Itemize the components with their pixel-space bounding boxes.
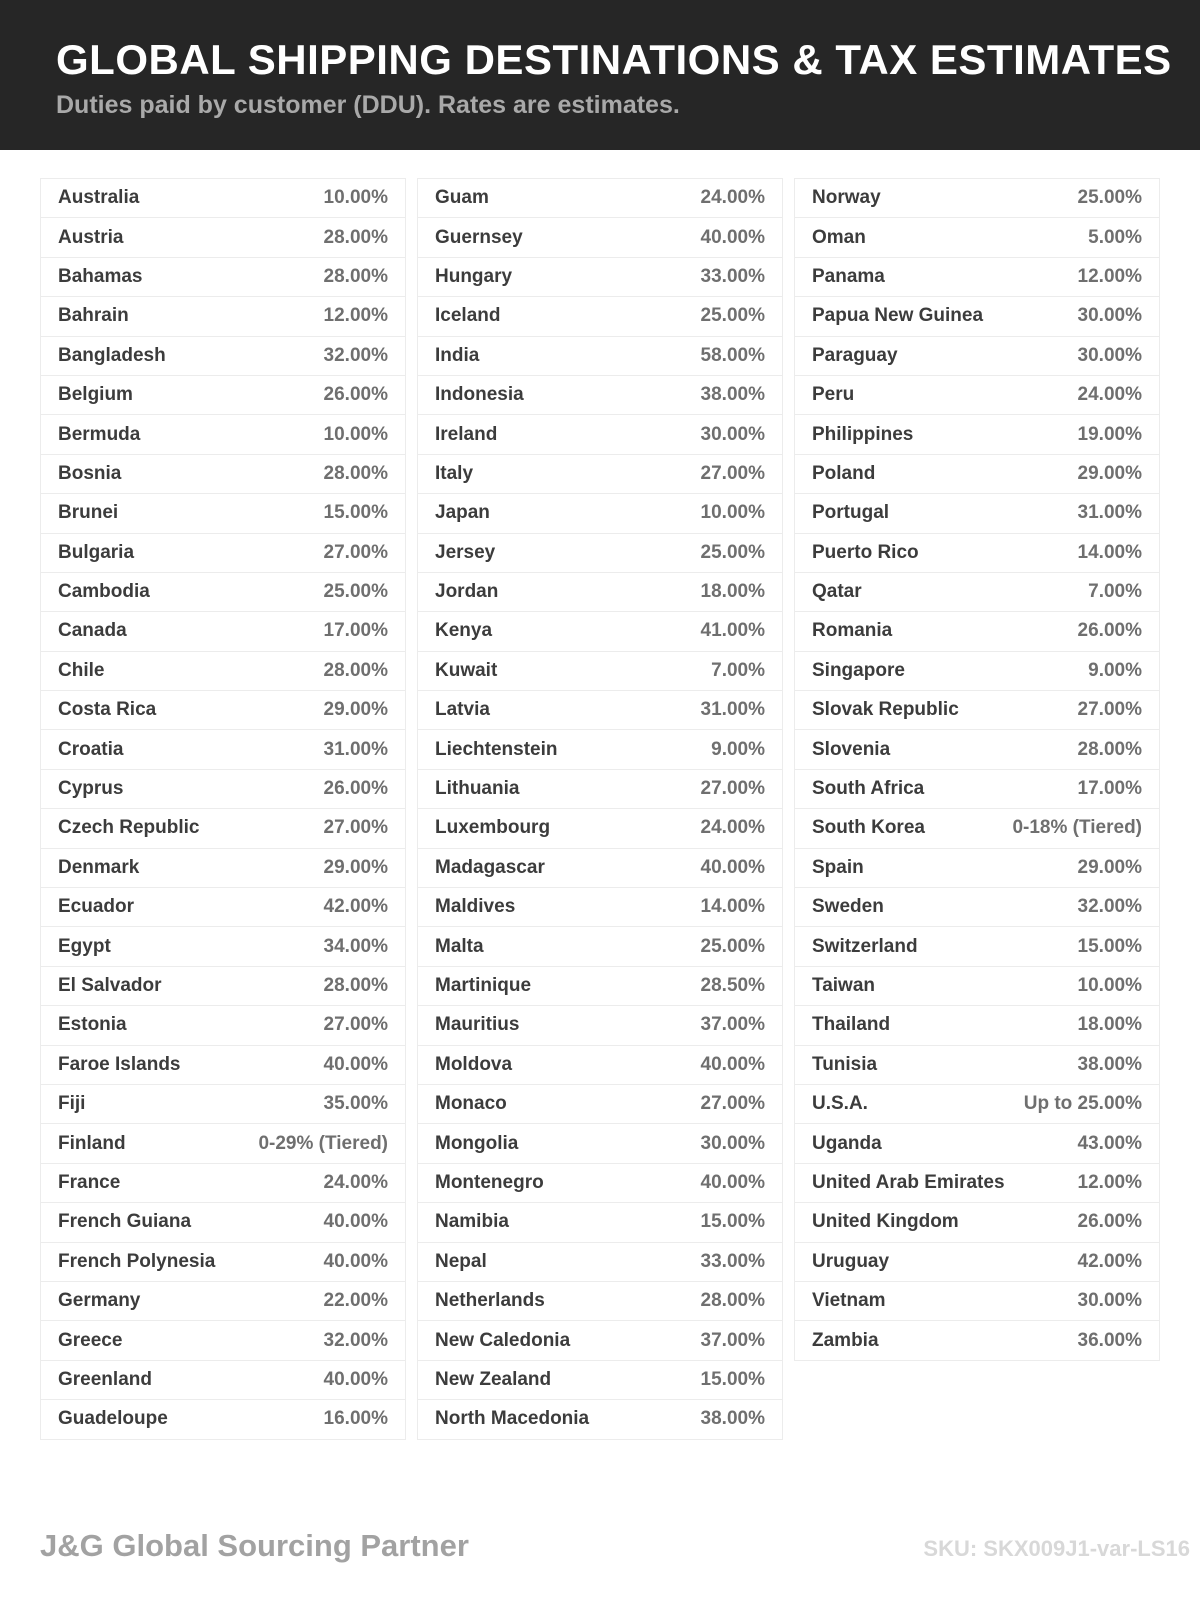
tax-rate: 29.00% [323,699,388,721]
country-name: Austria [58,226,124,248]
tax-rate: 26.00% [1077,620,1142,642]
table-row [418,454,782,493]
table-row [418,1005,782,1044]
tax-rate: 10.00% [323,423,388,445]
page-title: GLOBAL SHIPPING DESTINATIONS & TAX ESTIMATES [56,36,1172,83]
tax-rate: 33.00% [700,1250,765,1272]
tax-rate: 12.00% [323,305,388,327]
tax-rate: 22.00% [323,1290,388,1312]
table-row [795,690,1159,729]
tax-rate: 14.00% [700,896,765,918]
country-name: Guam [435,187,489,209]
table-row [41,336,405,375]
country-name: Finland [58,1132,126,1154]
table-row [418,1045,782,1084]
table-row [795,1320,1159,1359]
table-row [41,1320,405,1359]
tax-rate: 7.00% [1088,581,1142,603]
country-name: Bulgaria [58,541,135,563]
tax-rate: 12.00% [1077,1171,1142,1193]
table-row [418,296,782,335]
country-name: Liechtenstein [435,738,558,760]
table-row [418,257,782,296]
tax-rate: 14.00% [1077,541,1142,563]
table-row [418,651,782,690]
table-column-2 [417,178,783,1440]
table-row [418,848,782,887]
country-name: Iceland [435,305,501,327]
country-name: South Korea [812,817,925,839]
table-row [795,1084,1159,1123]
country-name: Spain [812,856,864,878]
country-name: North Macedonia [435,1408,590,1430]
country-name: Sweden [812,896,884,918]
table-row [795,611,1159,650]
table-row [41,1045,405,1084]
country-name: Monaco [435,1093,507,1115]
country-name: Estonia [58,1014,127,1036]
table-row [795,651,1159,690]
country-name: Paraguay [812,344,898,366]
tax-rate: 9.00% [1088,659,1142,681]
tax-rate: 27.00% [323,817,388,839]
table-row [41,729,405,768]
tax-rate: Up to 25.00% [1023,1093,1142,1115]
table-row [795,454,1159,493]
country-name: Bahamas [58,265,143,287]
tax-rate: 40.00% [700,1053,765,1075]
country-name: Germany [58,1290,141,1312]
tax-rate: 24.00% [700,817,765,839]
country-name: New Caledonia [435,1329,571,1351]
country-name: French Guiana [58,1211,192,1233]
tax-rate: 28.00% [1077,738,1142,760]
table-row [795,848,1159,887]
country-name: Romania [812,620,893,642]
table-row [41,848,405,887]
table-row [795,493,1159,532]
table-row [795,926,1159,965]
tax-rate: 7.00% [711,659,765,681]
tax-rate: 38.00% [700,384,765,406]
table-row [795,1045,1159,1084]
tax-rate: 28.00% [323,265,388,287]
tax-rate: 37.00% [700,1329,765,1351]
country-name: Namibia [435,1211,509,1233]
country-name: Egypt [58,935,111,957]
country-name: Kenya [435,620,493,642]
table-row [795,375,1159,414]
tax-rate: 26.00% [323,384,388,406]
tax-rate: 5.00% [1088,226,1142,248]
tax-rate: 42.00% [1077,1250,1142,1272]
tax-rate: 24.00% [700,187,765,209]
table-row [418,1320,782,1359]
country-name: Czech Republic [58,817,200,839]
tax-rate: 42.00% [323,896,388,918]
country-name: Madagascar [435,856,545,878]
table-row [795,296,1159,335]
tax-rate: 31.00% [323,738,388,760]
tax-rate: 16.00% [323,1408,388,1430]
country-name: Qatar [812,581,862,603]
tax-rate: 30.00% [700,423,765,445]
country-name: Bangladesh [58,344,166,366]
tax-rate: 12.00% [1077,265,1142,287]
country-name: Mauritius [435,1014,520,1036]
tax-rate: 28.00% [323,462,388,484]
country-name: South Africa [812,778,925,800]
tax-rate: 35.00% [323,1093,388,1115]
country-name: Poland [812,462,876,484]
country-name: Guadeloupe [58,1408,168,1430]
country-name: Tunisia [812,1053,878,1075]
table-row [41,1123,405,1162]
table-row [41,414,405,453]
table-row [41,1005,405,1044]
page-footer [0,1528,1200,1564]
table-row [418,1123,782,1162]
table-row [41,1202,405,1241]
country-name: Luxembourg [435,817,551,839]
country-name: Ireland [435,423,498,445]
tax-rate: 32.00% [1077,896,1142,918]
table-row [418,887,782,926]
table-row [795,1163,1159,1202]
country-name: Indonesia [435,384,524,406]
country-name: Fiji [58,1093,86,1115]
table-row [418,1281,782,1320]
tax-rate: 28.00% [323,659,388,681]
tax-rate: 25.00% [700,305,765,327]
country-name: Australia [58,187,140,209]
table-row [41,1163,405,1202]
table-row [41,887,405,926]
table-row [418,926,782,965]
country-name: Vietnam [812,1290,886,1312]
table-row [418,493,782,532]
country-name: Malta [435,935,484,957]
tax-rate: 27.00% [323,1014,388,1036]
country-name: Oman [812,226,866,248]
tax-rate: 0-29% (Tiered) [258,1132,388,1154]
table-row [41,611,405,650]
country-name: India [435,344,480,366]
country-name: Ecuador [58,896,135,918]
tax-rate: 40.00% [323,1250,388,1272]
tax-rate: 28.00% [700,1290,765,1312]
table-row [418,1360,782,1399]
tax-rate: 10.00% [700,502,765,524]
tax-rate: 58.00% [700,344,765,366]
country-name: Taiwan [812,975,875,996]
table-row [795,1202,1159,1241]
page-header [0,0,1200,150]
country-name: Faroe Islands [58,1053,181,1075]
table-row [41,572,405,611]
country-name: U.S.A. [812,1093,868,1115]
country-name: Nepal [435,1250,487,1272]
table-row [41,769,405,808]
tax-rate: 9.00% [711,738,765,760]
table-row [418,217,782,256]
table-row [41,926,405,965]
country-name: Philippines [812,423,914,445]
tax-rate: 24.00% [323,1171,388,1193]
tax-rate: 18.00% [700,581,765,603]
tax-rate: 32.00% [323,344,388,366]
table-row [795,769,1159,808]
country-name: French Polynesia [58,1250,216,1272]
country-name: Peru [812,384,855,406]
tax-rate: 27.00% [700,1093,765,1115]
country-name: Greenland [58,1368,152,1390]
table-row [795,257,1159,296]
table-row [795,887,1159,926]
tax-rate: 40.00% [323,1053,388,1075]
table-row [418,1399,782,1438]
tax-rate: 27.00% [700,462,765,484]
country-name: Croatia [58,738,124,760]
table-row [41,1281,405,1320]
tax-rate: 26.00% [1077,1211,1142,1233]
tax-rate: 25.00% [323,581,388,603]
tax-rate: 38.00% [700,1408,765,1430]
tax-rate: 15.00% [700,1211,765,1233]
table-row [418,336,782,375]
country-name: Montenegro [435,1171,544,1193]
tax-rate: 38.00% [1077,1053,1142,1075]
country-name: El Salvador [58,975,162,996]
tax-rate: 31.00% [1077,502,1142,524]
tax-rate: 15.00% [323,502,388,524]
country-name: Hungary [435,265,513,287]
sku-text: SKU: SKX009J1-var-LS16 [923,1535,1190,1561]
table-row [41,1399,405,1438]
country-name: Slovenia [812,738,891,760]
tax-rate: 43.00% [1077,1132,1142,1154]
table-row [795,966,1159,1005]
country-name: Lithuania [435,778,520,800]
tax-rate: 28.50% [700,975,765,996]
shipping-rates-table [0,150,1200,1440]
country-name: Belgium [58,384,133,406]
tax-rate: 17.00% [1077,778,1142,800]
tax-rate: 40.00% [323,1211,388,1233]
table-row [795,1281,1159,1320]
country-name: United Kingdom [812,1211,959,1233]
country-name: France [58,1171,121,1193]
table-row [41,1360,405,1399]
country-name: Zambia [812,1329,879,1351]
table-row [418,572,782,611]
table-row [41,533,405,572]
country-name: Thailand [812,1014,891,1036]
country-name: Singapore [812,659,905,681]
tax-rate: 34.00% [323,935,388,957]
tax-rate: 41.00% [700,620,765,642]
country-name: Martinique [435,975,532,996]
country-name: Uruguay [812,1250,890,1272]
table-row [41,690,405,729]
country-name: Guernsey [435,226,523,248]
country-name: Switzerland [812,935,918,957]
tax-rate: 28.00% [323,975,388,996]
table-row [418,533,782,572]
tax-rate: 24.00% [1077,384,1142,406]
table-row [795,808,1159,847]
table-row [418,1084,782,1123]
table-row [795,1123,1159,1162]
country-name: Denmark [58,856,140,878]
tax-rate: 30.00% [1077,1290,1142,1312]
table-row [418,179,782,217]
tax-rate: 15.00% [700,1368,765,1390]
country-name: Jordan [435,581,499,603]
table-row [41,257,405,296]
country-name: Jersey [435,541,496,563]
table-row [795,336,1159,375]
tax-rate: 31.00% [700,699,765,721]
country-name: Bermuda [58,423,141,445]
table-row [795,414,1159,453]
country-name: Latvia [435,699,490,721]
table-row [41,966,405,1005]
tax-rate: 10.00% [1077,975,1142,996]
tax-rate: 40.00% [700,856,765,878]
country-name: Netherlands [435,1290,545,1312]
country-name: Panama [812,265,885,287]
tax-rate: 33.00% [700,265,765,287]
country-name: Kuwait [435,659,498,681]
table-row [795,179,1159,217]
tax-rate: 29.00% [323,856,388,878]
table-column-3 [794,178,1160,1361]
table-row [41,296,405,335]
tax-rate: 15.00% [1077,935,1142,957]
tax-rate: 40.00% [323,1368,388,1390]
country-name: United Arab Emirates [812,1171,1005,1193]
country-name: Norway [812,187,881,209]
table-row [41,454,405,493]
table-row [418,769,782,808]
country-name: Bahrain [58,305,129,327]
tax-rate: 30.00% [700,1132,765,1154]
tax-rate: 29.00% [1077,856,1142,878]
table-row [795,217,1159,256]
brand-text: J&G Global Sourcing Partner [40,1527,469,1563]
table-row [795,572,1159,611]
tax-rate: 0-18% (Tiered) [1012,817,1142,839]
table-row [795,1005,1159,1044]
country-name: Slovak Republic [812,699,959,721]
table-row [41,493,405,532]
tax-rate: 37.00% [700,1014,765,1036]
country-name: Cyprus [58,778,124,800]
table-column-1 [40,178,406,1440]
table-row [418,375,782,414]
country-name: Bosnia [58,462,122,484]
country-name: Japan [435,502,490,524]
tax-rate: 18.00% [1077,1014,1142,1036]
table-row [41,1084,405,1123]
table-row [418,611,782,650]
table-row [795,533,1159,572]
tax-rate: 30.00% [1077,305,1142,327]
tax-rate: 40.00% [700,226,765,248]
country-name: Italy [435,462,474,484]
country-name: Greece [58,1329,123,1351]
country-name: New Zealand [435,1368,552,1390]
table-row [418,1163,782,1202]
tax-rate: 27.00% [1077,699,1142,721]
table-row [41,179,405,217]
country-name: Papua New Guinea [812,305,984,327]
tax-rate: 27.00% [700,778,765,800]
table-row [418,808,782,847]
table-row [418,690,782,729]
tax-rate: 32.00% [323,1329,388,1351]
table-row [418,729,782,768]
tax-rate: 10.00% [323,187,388,209]
country-name: Brunei [58,502,119,524]
table-row [418,414,782,453]
table-row [418,1202,782,1241]
table-row [795,1242,1159,1281]
country-name: Canada [58,620,127,642]
table-row [41,375,405,414]
table-row [41,651,405,690]
page-subtitle: Duties paid by customer (DDU). Rates are estimates. [56,91,680,119]
country-name: Moldova [435,1053,513,1075]
tax-rate: 30.00% [1077,344,1142,366]
country-name: Puerto Rico [812,541,919,563]
tax-rate: 19.00% [1077,423,1142,445]
country-name: Uganda [812,1132,882,1154]
tax-rate: 25.00% [700,935,765,957]
country-name: Portugal [812,502,890,524]
tax-rate: 28.00% [323,226,388,248]
tax-rate: 27.00% [323,541,388,563]
tax-rate: 29.00% [1077,462,1142,484]
table-row [41,808,405,847]
table-row [41,1242,405,1281]
country-name: Chile [58,659,105,681]
country-name: Cambodia [58,581,150,603]
tax-rate: 25.00% [700,541,765,563]
tax-rate: 26.00% [323,778,388,800]
country-name: Costa Rica [58,699,157,721]
table-row [41,217,405,256]
tax-rate: 25.00% [1077,187,1142,209]
tax-rate: 36.00% [1077,1329,1142,1351]
tax-rate: 17.00% [323,620,388,642]
tax-rate: 40.00% [700,1171,765,1193]
table-row [418,1242,782,1281]
table-row [418,966,782,1005]
table-row [795,729,1159,768]
country-name: Maldives [435,896,516,918]
country-name: Mongolia [435,1132,519,1154]
